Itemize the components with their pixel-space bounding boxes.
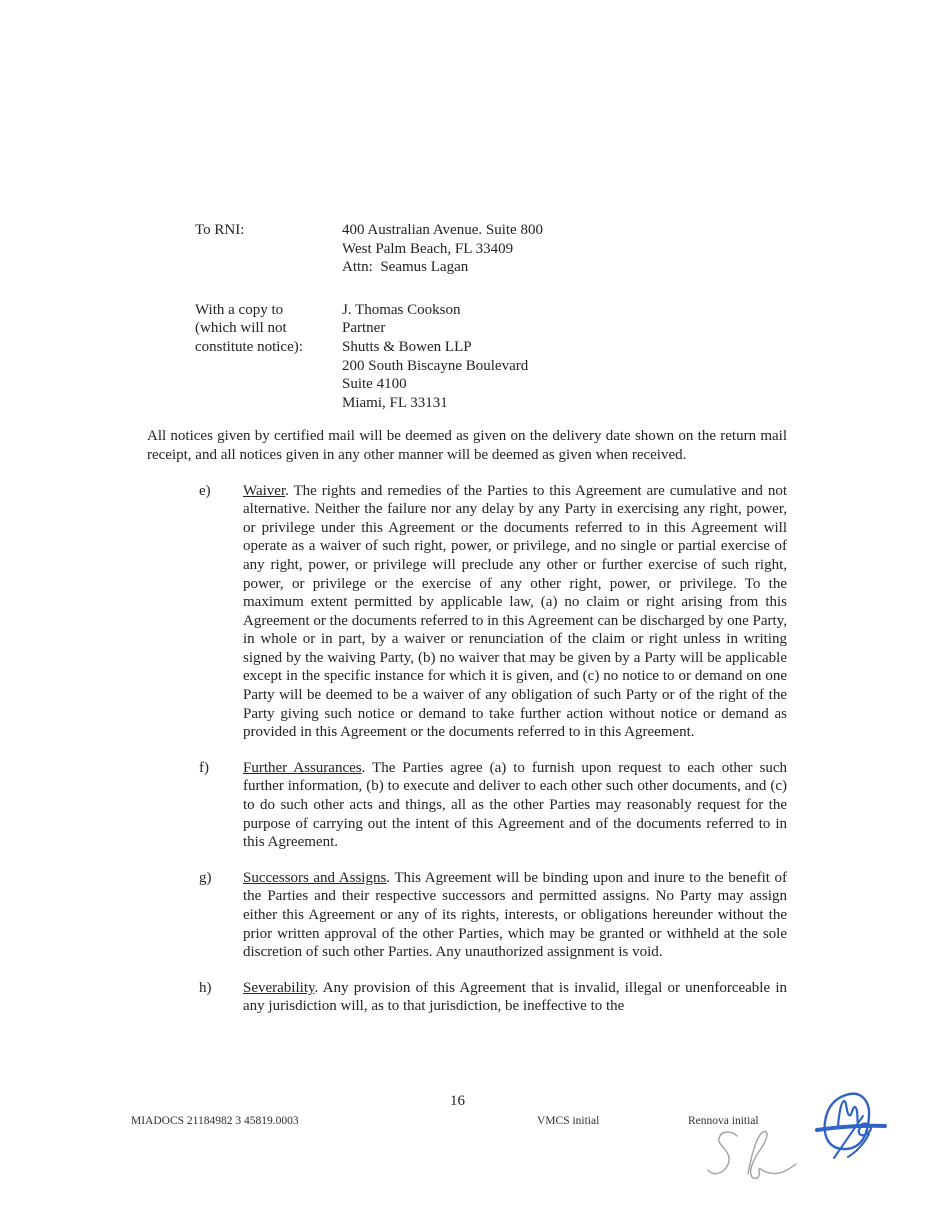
clause-letter: e) bbox=[199, 482, 211, 499]
clause-text: . The rights and remedies of the Parties to this Agreement are cumulative and not alternative. Neither the failure nor any delay by any Party in exercising any right, power, or privilege under this Agreement or the documents referred to in this Agreement will operate as a waiver of such right, power, or privilege, and no single or partial exercise of any right, power, or privilege will preclude any other or further exercise of such right, power, or privilege or the exercise of any other right, power, or privilege. To the maximum extent permitted by applicable law, (a) no claim or right arising from this Agreement or the documents referred to in this Agreement can be discharged by one Party, in whole or in part, by a waiver or renunciation of the claim or right unless in writing signed by the waiving Party, (b) no waiver that may be given by a Party will be applicable except in the specific instance for which it is given, and (c) no notice to or demand on one Party will be deemed to be a waiver of any obligation of such Party or of the right of the Party giving such notice or demand to take further action without notice or demand as provided in this Agreement or the documents referred to in this Agreement. bbox=[243, 482, 787, 741]
clause-text: . The Parties agree (a) to furnish upon request to each other such further information, (b) to execute and deliver to each other such other documents, and (c) to do such other acts and things, all as the other Parties may reasonably request for the purpose of carrying out the intent of this Agreement and of the documents referred to in this Agreement. bbox=[243, 759, 787, 851]
clause-heading: Severability bbox=[243, 979, 315, 996]
address-value-line: J. Thomas Cookson bbox=[342, 301, 461, 318]
address-value-line: Miami, FL 33131 bbox=[342, 394, 448, 411]
vmcs-handwritten-initials-scribble bbox=[812, 1086, 896, 1170]
page-number: 16 bbox=[450, 1093, 465, 1109]
footer-doc-id: MIADOCS 21184982 3 45819.0003 bbox=[131, 1115, 299, 1127]
clause-severability bbox=[147, 979, 787, 1016]
address-value-column bbox=[342, 301, 787, 413]
address-label-column bbox=[195, 301, 342, 413]
clause-letter: h) bbox=[199, 979, 212, 996]
notices-paragraph: All notices given by certified mail will be deemed as given on the delivery date shown on the return mail receipt, and all notices given in any other manner will be deemed as given when received. bbox=[147, 428, 787, 463]
address-value-line: Suite 4100 bbox=[342, 376, 407, 393]
clause-body bbox=[243, 979, 787, 1016]
address-label-line: To RNI: bbox=[195, 222, 245, 238]
clause-successors-and-assigns bbox=[147, 869, 787, 962]
clause-heading: Waiver bbox=[243, 482, 286, 499]
clause-heading: Further Assurances bbox=[243, 759, 362, 776]
address-value-line: Partner bbox=[342, 320, 386, 337]
address-label-line: With a copy to bbox=[195, 301, 284, 318]
page-content bbox=[147, 221, 787, 1016]
address-value-line: West Palm Beach, FL 33409 bbox=[342, 240, 514, 257]
address-value-line: Shutts & Bowen LLP bbox=[342, 338, 472, 355]
footer-vmcs-initial-label: VMCS initial bbox=[537, 1115, 600, 1127]
address-value-column bbox=[342, 221, 787, 277]
footer-rennova-initial-label: Rennova initial bbox=[688, 1115, 759, 1127]
clause-waiver bbox=[147, 482, 787, 742]
clause-body bbox=[243, 759, 787, 852]
rennova-handwritten-initials-sl bbox=[706, 1128, 801, 1186]
address-value-line: Attn: Seamus Lagan bbox=[342, 259, 469, 276]
clause-letter: g) bbox=[199, 869, 212, 886]
notice-address-copy bbox=[195, 301, 787, 413]
clause-body bbox=[243, 869, 787, 962]
clause-text: . This Agreement will be binding upon and inure to the benefit of the Parties and their respective successors and permitted assigns. No Party may assign either this Agreement or any of its rights, interests, or obligations hereunder without the prior written approval of the other Parties, which may be granted or withheld at the sole discretion of such other Parties. Any unauthorized assignment is void. bbox=[243, 869, 787, 961]
clause-heading: Successors and Assigns bbox=[243, 869, 387, 886]
clause-further-assurances bbox=[147, 759, 787, 852]
address-label-column bbox=[195, 221, 342, 277]
clause-text: . Any provision of this Agreement that is invalid, illegal or unenforceable in any jurisdiction will, as to that jurisdiction, be ineffective to the bbox=[243, 979, 787, 1015]
address-value-line: 200 South Biscayne Boulevard bbox=[342, 357, 529, 374]
clause-body bbox=[243, 482, 787, 742]
address-label-line: (which will not bbox=[195, 320, 287, 337]
notice-address-rni bbox=[195, 221, 787, 277]
address-label-line: constitute notice): bbox=[195, 338, 303, 355]
address-value-line: 400 Australian Avenue. Suite 800 bbox=[342, 222, 543, 238]
clause-letter: f) bbox=[199, 759, 209, 776]
